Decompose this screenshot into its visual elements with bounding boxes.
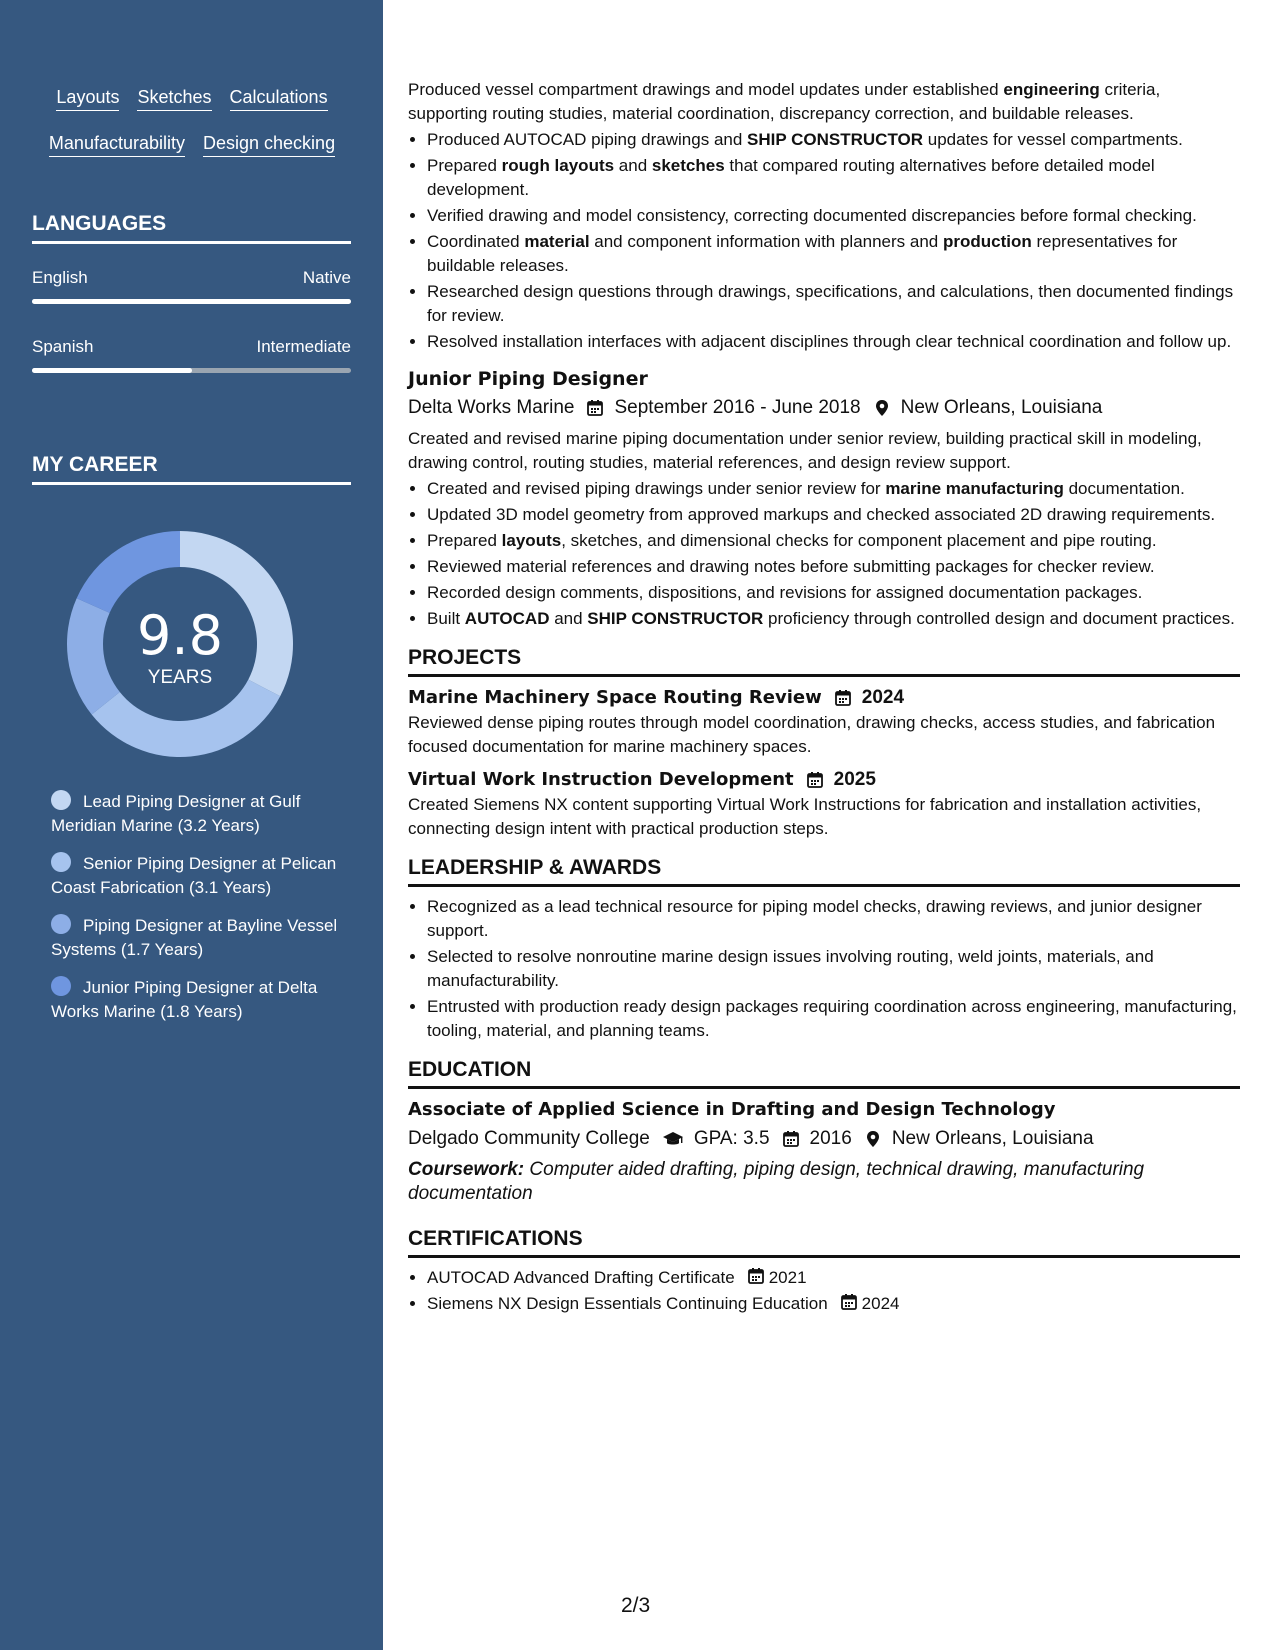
job-summary: Created and revised marine piping documentation under senior review, building practical skill in modeling, drawing control, routing studies, material references, and design review support. xyxy=(408,429,1202,472)
language-name: Spanish xyxy=(32,337,94,356)
prev-job-bullets xyxy=(408,128,1240,354)
bullet-item: • Updated 3D model geometry from approved markups and checked associated 2D drawing requirements. xyxy=(427,503,1240,527)
bullet-item: • Built AUTOCAD and SHIP CONSTRUCTOR proficiency through controlled design and document practices. xyxy=(427,607,1240,631)
certification-name: Siemens NX Design Essentials Continuing Education xyxy=(427,1294,828,1313)
calendar-icon xyxy=(840,1293,858,1311)
certification-item xyxy=(427,1292,1240,1316)
education-coursework xyxy=(408,1158,1240,1206)
calendar-icon xyxy=(834,689,852,707)
certification-year: 2021 xyxy=(768,1268,807,1287)
job-title: Junior Piping Designer xyxy=(408,368,648,390)
bullet-item: • Reviewed material references and drawing notes before submitting packages for checker review. xyxy=(427,555,1240,579)
calendar-icon xyxy=(747,1267,765,1285)
project-title xyxy=(408,685,1240,711)
bullet-item: • Created and revised piping drawings under senior review for marine manufacturing documentation. xyxy=(427,477,1240,501)
project-description: Created Siemens NX content supporting Virtual Work Instructions for fabrication and installation activities, connecting design intent with practical production steps. xyxy=(408,795,1202,838)
skill-tag: Layouts xyxy=(56,86,119,111)
job-company: Delta Works Marine xyxy=(408,397,575,418)
certification-item xyxy=(427,1266,1240,1290)
language-level: Intermediate xyxy=(256,337,351,356)
career-item xyxy=(51,976,341,1024)
education-year: 2016 xyxy=(809,1128,852,1149)
career-item-text: Junior Piping Designer at Delta Works Marine (1.8 Years) xyxy=(51,978,318,1021)
career-legend xyxy=(51,790,341,1038)
language-name: English xyxy=(32,268,88,287)
graduation-cap-icon xyxy=(662,1130,684,1148)
skill-tag: Manufacturability xyxy=(49,132,185,157)
career-donut-chart xyxy=(60,524,300,764)
bullet-item: • Recorded design comments, dispositions, and revisions for assigned documentation packages. xyxy=(427,581,1240,605)
skill-tag: Calculations xyxy=(230,86,328,111)
projects-list xyxy=(408,685,1240,841)
career-item xyxy=(51,790,341,838)
education-heading: EDUCATION xyxy=(408,1057,1240,1089)
job-bullets xyxy=(408,477,1240,631)
career-item-text: Piping Designer at Bayline Vessel Systems (1.7 Years) xyxy=(51,916,338,959)
education-location: New Orleans, Louisiana xyxy=(891,1128,1094,1149)
language-english xyxy=(32,268,351,304)
project-title xyxy=(408,767,1240,793)
education-degree: Associate of Applied Science in Drafting and Design Technology xyxy=(408,1099,1056,1120)
career-dot xyxy=(51,976,71,996)
calendar-icon xyxy=(586,399,604,417)
project-name: Marine Machinery Space Routing Review xyxy=(408,687,822,708)
bullet-item: • Resolved installation interfaces with adjacent disciplines through clear technical coordination and follow up. xyxy=(427,330,1240,354)
leadership-item: • Selected to resolve nonroutine marine design issues involving routing, weld joints, materials, and manufacturability. xyxy=(427,945,1240,993)
job-location: New Orleans, Louisiana xyxy=(900,397,1103,418)
languages-heading: LANGUAGES xyxy=(32,212,351,244)
bullet-item: • Produced AUTOCAD piping drawings and SHIP CONSTRUCTOR updates for vessel compartments. xyxy=(427,128,1240,152)
sidebar xyxy=(0,0,383,1650)
project-name: Virtual Work Instruction Development xyxy=(408,769,794,790)
calendar-icon xyxy=(806,771,824,789)
leadership-heading: LEADERSHIP & AWARDS xyxy=(408,855,1240,887)
job-meta xyxy=(408,395,1240,421)
language-spanish xyxy=(32,337,351,373)
certification-name: AUTOCAD Advanced Drafting Certificate xyxy=(427,1268,735,1287)
language-bar xyxy=(32,299,351,304)
certifications-list xyxy=(408,1266,1240,1316)
prev-job-summary: Produced vessel compartment drawings and model updates under established engineering criteria, supporting routing studies, material coordination, discrepancy correction, and buildable releases. xyxy=(408,80,1161,123)
career-dot xyxy=(51,914,71,934)
language-level: Native xyxy=(302,268,351,287)
certification-year: 2024 xyxy=(861,1294,900,1313)
skill-tag: Design checking xyxy=(203,132,335,157)
project-year: 2025 xyxy=(833,769,876,790)
career-item-text: Lead Piping Designer at Gulf Meridian Marine (3.2 Years) xyxy=(51,792,301,835)
career-dot xyxy=(51,790,71,810)
leadership-item: • Entrusted with production ready design packages requiring coordination across engineering, manufacturing, tooling, material, and planning teams. xyxy=(427,995,1240,1043)
career-unit: YEARS xyxy=(147,667,213,688)
education-gpa: GPA: 3.5 xyxy=(693,1128,770,1149)
career-item-text: Senior Piping Designer at Pelican Coast Fabrication (3.1 Years) xyxy=(51,854,337,897)
education-meta xyxy=(408,1126,1240,1152)
bullet-item: • Prepared layouts, sketches, and dimensional checks for component placement and pipe routing. xyxy=(427,529,1240,553)
education-school: Delgado Community College xyxy=(408,1128,650,1149)
coursework-text: Computer aided drafting, piping design, technical drawing, manufacturing documentation xyxy=(408,1159,1145,1204)
certifications-heading: CERTIFICATIONS xyxy=(408,1226,1240,1258)
map-pin-icon xyxy=(864,1130,882,1148)
career-heading: MY CAREER xyxy=(32,453,351,485)
calendar-icon xyxy=(782,1130,800,1148)
career-donut-segment xyxy=(77,531,180,613)
map-pin-icon xyxy=(873,399,891,417)
bullet-item: • Coordinated material and component information with planners and production representatives for buildable releases. xyxy=(427,230,1240,278)
language-bar-fill xyxy=(32,368,192,373)
project-description: Reviewed dense piping routes through model coordination, drawing checks, access studies, and fabrication focused documentation for marine machinery spaces. xyxy=(408,713,1216,756)
career-donut-segment xyxy=(92,680,281,757)
skills-row xyxy=(32,86,352,111)
career-item xyxy=(51,852,341,900)
career-dot xyxy=(51,852,71,872)
leadership-list xyxy=(408,895,1240,1043)
coursework-label: Coursework: xyxy=(408,1159,525,1180)
leadership-item: • Recognized as a lead technical resource for piping model checks, drawing reviews, and junior designer support. xyxy=(427,895,1240,943)
job-dates: September 2016 - June 2018 xyxy=(614,397,861,418)
projects-heading: PROJECTS xyxy=(408,645,1240,677)
skills-row xyxy=(32,132,352,157)
page-number: 2/3 xyxy=(621,1594,651,1617)
bullet-item: • Researched design questions through drawings, specifications, and calculations, then documented findings for review. xyxy=(427,280,1240,328)
language-bar xyxy=(32,368,351,373)
career-item xyxy=(51,914,341,962)
career-donut-segment xyxy=(67,598,120,714)
bullet-item: • Prepared rough layouts and sketches that compared routing alternatives before detailed model development. xyxy=(427,154,1240,202)
main-content xyxy=(408,78,1240,1318)
project-year: 2024 xyxy=(861,687,905,708)
skills-list xyxy=(32,86,352,178)
language-bar-fill xyxy=(32,299,351,304)
skill-tag: Sketches xyxy=(137,86,211,111)
bullet-item: • Verified drawing and model consistency, correcting documented discrepancies before formal checking. xyxy=(427,204,1240,228)
career-total: 9.8 xyxy=(137,604,223,667)
